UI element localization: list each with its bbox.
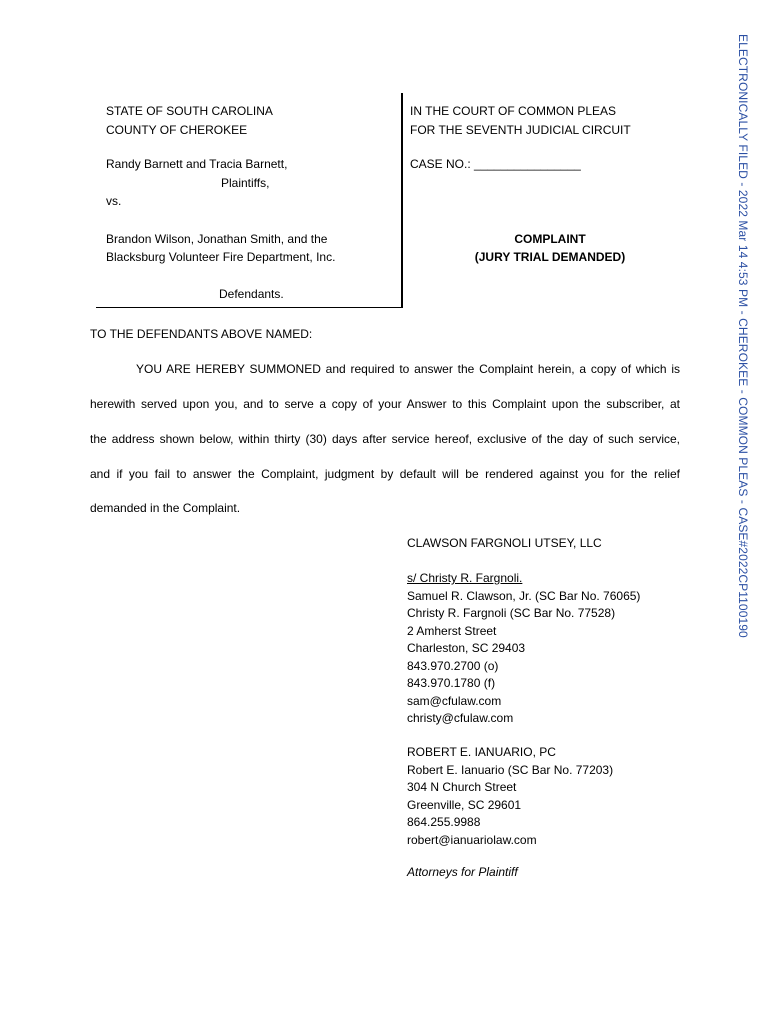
firm2-line: Greenville, SC 29601 [407,797,522,812]
court-line: IN THE COURT OF COMMON PLEAS [410,104,617,118]
case-caption-right [410,102,631,139]
firm2-line: 304 N Church Street [407,780,517,794]
state-line: STATE OF SOUTH CAROLINA [106,104,273,118]
firm1-email: sam@cfulaw.com [407,693,502,708]
firm2-name: ROBERT E. IANUARIO, PC [407,745,556,759]
attorney-role: Attorneys for Plaintiff [407,865,518,879]
caption-vertical-divider [401,93,403,308]
document-subtitle: (JURY TRIAL DEMANDED) [474,250,626,264]
firm1-name: CLAWSON FARGNOLI UTSEY, LLC [407,536,602,550]
versus-label: vs. [106,194,122,208]
firm2-line: Robert E. Ianuario (SC Bar No. 77203) [407,762,614,777]
firm1-line: 843.970.1780 (f) [407,676,496,690]
plaintiffs-names: Randy Barnett and Tracia Barnett, [106,157,288,171]
summons-line: YOU ARE HEREBY SUMMONED and required to answer the Complaint herein, a copy of which is [136,362,680,376]
firm1-line: 843.970.2700 (o) [407,658,499,673]
electronic-signature: s/ Christy R. Fargnoli. [407,571,523,585]
circuit-line: FOR THE SEVENTH JUDICIAL CIRCUIT [410,122,631,137]
caption-horizontal-divider [96,307,403,308]
case-caption-left [106,102,273,139]
summons-line: herewith served upon you, and to serve a copy of your Answer to this Complaint upon the subscriber, at [90,397,680,411]
summons-line: the address shown below, within thirty (30) days after service hereof, exclusive of the day of such service, [90,432,680,446]
firm2-email: robert@ianuariolaw.com [407,832,537,847]
firm2-line: 864.255.9988 [407,815,481,829]
case-number-line: CASE NO.: ________________ [410,157,581,171]
document-title: COMPLAINT [514,232,586,246]
salutation: TO THE DEFENDANTS ABOVE NAMED: [90,327,313,341]
firm1-line: Christy R. Fargnoli (SC Bar No. 77528) [407,606,616,620]
firm1-line: 2 Amherst Street [407,623,497,638]
defendants-names-line1: Brandon Wilson, Jonathan Smith, and the [106,232,328,246]
electronic-filing-stamp: ELECTRONICALLY FILED - 2022 Mar 14 4:53 PM - CHEROKEE - COMMON PLEAS - CASE#2022CP1100190 [736,34,750,638]
plaintiffs-label: Plaintiffs, [221,176,270,190]
summons-line: and if you fail to answer the Complaint, judgment by default will be rendered against you for the relief [90,467,680,481]
summons-line: demanded in the Complaint. [90,501,241,515]
firm1-signature-block [407,570,640,728]
firm1-line: Samuel R. Clawson, Jr. (SC Bar No. 76065) [407,588,641,603]
firm1-email: christy@cfulaw.com [407,711,514,725]
defendants-names-line2: Blacksburg Volunteer Fire Department, Inc. [106,250,336,264]
county-line: COUNTY OF CHEROKEE [106,122,248,137]
firm2-signature-block [407,744,613,849]
defendants-label: Defendants. [219,287,284,301]
firm1-line: Charleston, SC 29403 [407,641,526,655]
